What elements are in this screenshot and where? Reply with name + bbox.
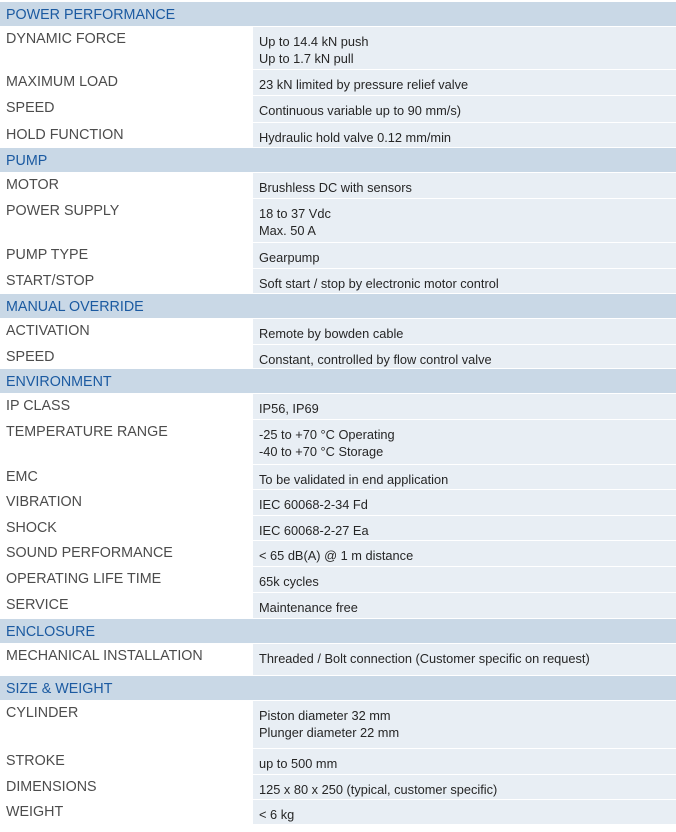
spec-label: SHOCK [0, 516, 253, 540]
spec-label: MECHANICAL INSTALLATION [0, 644, 253, 675]
spec-label: VIBRATION [0, 490, 253, 515]
spec-value [253, 394, 676, 419]
section-header: MANUAL OVERRIDE [0, 293, 676, 318]
spec-value [253, 199, 676, 242]
spec-value-line: IEC 60068-2-34 Fd [259, 497, 368, 512]
spec-value-line: 125 x 80 x 250 (typical, customer specific) [259, 782, 498, 797]
spec-value-line: Plunger diameter 22 mm [259, 725, 400, 740]
spec-row [0, 122, 676, 147]
section-header: PUMP [0, 147, 676, 172]
spec-value-line: Max. 50 A [259, 223, 316, 238]
spec-row [0, 393, 676, 419]
spec-row [0, 198, 676, 242]
spec-row [0, 268, 676, 293]
spec-section [0, 293, 676, 368]
spec-row [0, 540, 676, 566]
spec-value [253, 644, 676, 675]
spec-value-line: Up to 14.4 kN push [259, 34, 369, 49]
spec-section [0, 1, 676, 147]
spec-row [0, 26, 676, 69]
spec-label: CYLINDER [0, 701, 253, 748]
spec-label: OPERATING LIFE TIME [0, 567, 253, 592]
spec-label: SPEED [0, 345, 253, 368]
spec-table [0, 1, 676, 824]
spec-row [0, 700, 676, 748]
spec-label: IP CLASS [0, 394, 253, 419]
spec-row [0, 489, 676, 515]
spec-value [253, 541, 676, 566]
spec-label: MAXIMUM LOAD [0, 70, 253, 95]
spec-value-line: Gearpump [259, 250, 320, 265]
spec-value-line: -25 to +70 °C Operating [259, 427, 395, 442]
spec-value [253, 27, 676, 69]
spec-row [0, 69, 676, 95]
spec-value [253, 775, 676, 799]
spec-value-line: Maintenance free [259, 600, 358, 615]
spec-value-line: Remote by bowden cable [259, 326, 404, 341]
spec-value [253, 567, 676, 592]
spec-value-line: -40 to +70 °C Storage [259, 444, 384, 459]
spec-label: WEIGHT [0, 800, 253, 824]
spec-value-line: 23 kN limited by pressure relief valve [259, 77, 469, 92]
spec-row [0, 566, 676, 592]
section-header: POWER PERFORMANCE [0, 1, 676, 26]
spec-value [253, 465, 676, 489]
spec-label: SERVICE [0, 593, 253, 618]
spec-section [0, 368, 676, 618]
spec-value [253, 420, 676, 464]
spec-value-line: Brushless DC with sensors [259, 180, 412, 195]
spec-value [253, 701, 676, 748]
spec-row [0, 419, 676, 464]
spec-value [253, 345, 676, 368]
spec-value-line: Up to 1.7 kN pull [259, 51, 354, 66]
spec-value-line: IEC 60068-2-27 Ea [259, 523, 369, 538]
spec-value [253, 516, 676, 540]
spec-label: STROKE [0, 749, 253, 774]
spec-value [253, 70, 676, 95]
spec-row [0, 172, 676, 198]
spec-row [0, 515, 676, 540]
spec-label: START/STOP [0, 269, 253, 293]
spec-row [0, 344, 676, 368]
spec-value [253, 319, 676, 344]
spec-value-line: Piston diameter 32 mm [259, 708, 391, 723]
section-header: ENCLOSURE [0, 618, 676, 643]
spec-value-line: Constant, controlled by flow control valve [259, 352, 492, 367]
spec-value [253, 96, 676, 122]
spec-value-line: Hydraulic hold valve 0.12 mm/min [259, 130, 452, 145]
spec-value [253, 800, 676, 824]
spec-value [253, 593, 676, 618]
spec-row [0, 748, 676, 774]
spec-value [253, 269, 676, 293]
section-header: SIZE & WEIGHT [0, 675, 676, 700]
spec-value [253, 123, 676, 147]
spec-value-line: To be validated in end application [259, 472, 449, 487]
spec-label: PUMP TYPE [0, 243, 253, 268]
spec-row [0, 318, 676, 344]
spec-value [253, 749, 676, 774]
spec-value-line: Continuous variable up to 90 mm/s) [259, 103, 462, 118]
spec-row [0, 242, 676, 268]
spec-value-line: < 65 dB(A) @ 1 m distance [259, 548, 414, 563]
spec-label: POWER SUPPLY [0, 199, 253, 242]
spec-row [0, 592, 676, 618]
spec-label: DIMENSIONS [0, 775, 253, 799]
spec-label: HOLD FUNCTION [0, 123, 253, 147]
spec-label: DYNAMIC FORCE [0, 27, 253, 69]
spec-label: SPEED [0, 96, 253, 122]
spec-value-line: Soft start / stop by electronic motor control [259, 276, 499, 291]
spec-label: ACTIVATION [0, 319, 253, 344]
spec-value-line: Threaded / Bolt connection (Customer specific on request) [259, 651, 590, 666]
spec-row [0, 774, 676, 799]
spec-value-line: < 6 kg [259, 807, 295, 822]
spec-value [253, 490, 676, 515]
spec-row [0, 95, 676, 122]
spec-value [253, 173, 676, 198]
spec-label: TEMPERATURE RANGE [0, 420, 253, 464]
spec-section [0, 618, 676, 675]
spec-row [0, 643, 676, 675]
spec-label: SOUND PERFORMANCE [0, 541, 253, 566]
section-header: ENVIRONMENT [0, 368, 676, 393]
spec-value-line: 18 to 37 Vdc [259, 206, 331, 221]
spec-row [0, 799, 676, 824]
spec-value-line: up to 500 mm [259, 756, 338, 771]
spec-value-line: 65k cycles [259, 574, 319, 589]
spec-label: MOTOR [0, 173, 253, 198]
spec-label: EMC [0, 465, 253, 489]
spec-row [0, 464, 676, 489]
spec-section [0, 147, 676, 293]
spec-value-line: IP56, IP69 [259, 401, 319, 416]
spec-section [0, 675, 676, 824]
spec-value [253, 243, 676, 268]
